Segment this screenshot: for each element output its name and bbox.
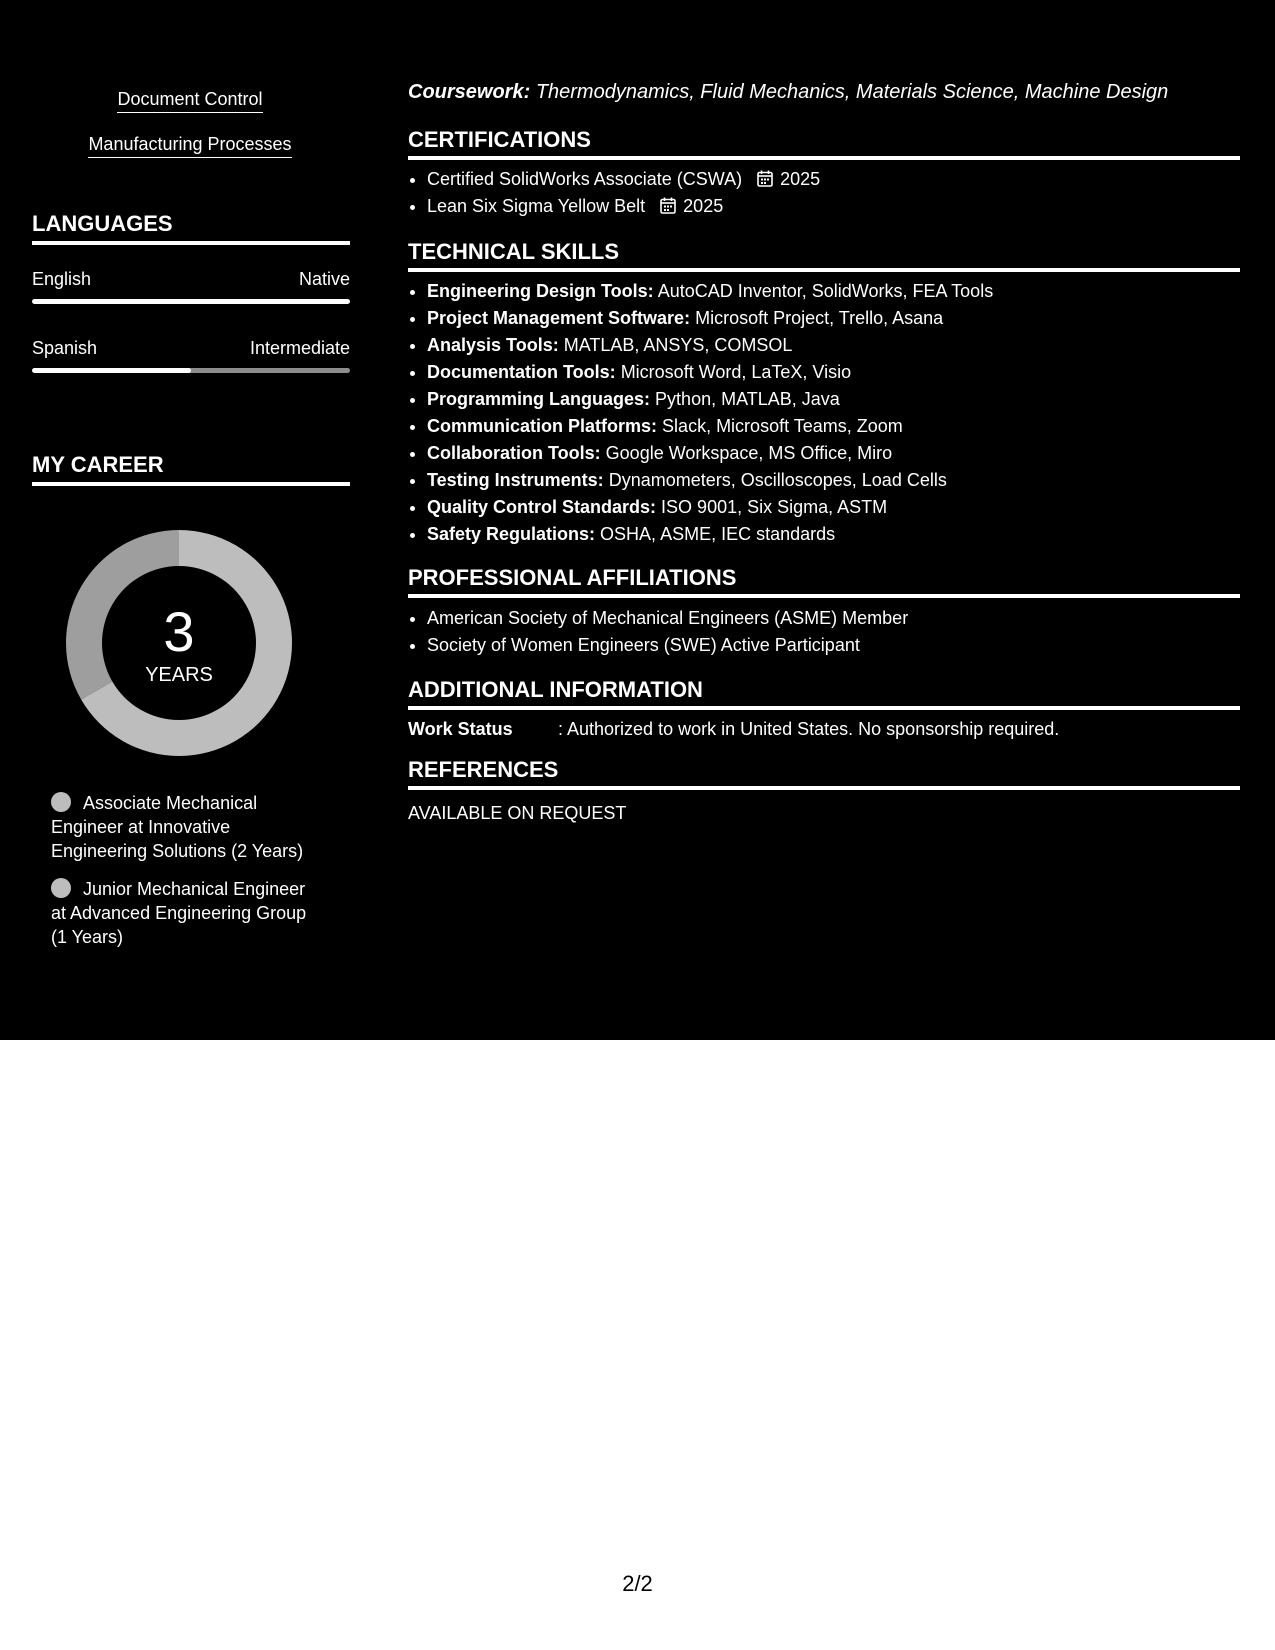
language-proficiency-fill — [32, 299, 350, 304]
additional-information-heading: ADDITIONAL INFORMATION — [408, 677, 1240, 710]
career-years-unit: YEARS — [145, 664, 213, 686]
skill-category: Project Management Software: — [427, 308, 691, 328]
technical-skill-item — [427, 494, 1259, 521]
technical-skill-item — [427, 278, 1259, 305]
technical-skill-item — [427, 467, 1259, 494]
work-status-label: Work Status — [408, 719, 513, 739]
career-item — [51, 791, 321, 863]
technical-skill-item — [427, 413, 1259, 440]
skill-category: Quality Control Standards: — [427, 497, 657, 517]
skill-tag — [0, 133, 380, 158]
affiliations-heading: PROFESSIONAL AFFILIATIONS — [408, 565, 1240, 598]
technical-skills-heading: TECHNICAL SKILLS — [408, 239, 1240, 272]
skill-tag-label: Manufacturing Processes — [88, 133, 291, 158]
calendar-icon — [660, 197, 676, 214]
technical-skills-list — [408, 278, 1259, 548]
work-status-row — [408, 718, 1240, 740]
skill-values: Python, MATLAB, Java — [655, 389, 840, 409]
affiliation-item: • Society of Women Engineers (SWE) Active Participant — [427, 632, 1259, 659]
skill-values: Slack, Microsoft Teams, Zoom — [662, 416, 903, 436]
skill-values: ISO 9001, Six Sigma, ASTM — [661, 497, 888, 517]
skill-values: Google Workspace, MS Office, Miro — [605, 443, 893, 463]
calendar-icon — [757, 170, 773, 187]
skill-values: AutoCAD Inventor, SolidWorks, FEA Tools — [657, 281, 994, 301]
sidebar — [0, 0, 380, 1040]
technical-skill-item — [427, 305, 1259, 332]
language-level: Native — [298, 269, 350, 289]
certification-item — [427, 193, 1259, 220]
skill-values: Microsoft Word, LaTeX, Visio — [620, 362, 852, 382]
language-row — [32, 268, 350, 290]
career-bullet-dot-icon — [51, 878, 71, 898]
certification-year: 2025 — [780, 169, 821, 189]
language-name: Spanish — [32, 338, 98, 358]
skill-category: Communication Platforms: — [427, 416, 658, 436]
technical-skill-item — [427, 386, 1259, 413]
certification-year: 2025 — [683, 196, 724, 216]
language-proficiency-bar — [32, 299, 350, 304]
page-number: 2/2 — [622, 1571, 653, 1596]
language-level: Intermediate — [249, 338, 350, 358]
career-heading: MY CAREER — [32, 452, 350, 486]
affiliations-list — [408, 605, 1259, 659]
certification-name: Certified SolidWorks Associate (CSWA) — [427, 169, 743, 189]
skill-category: Safety Regulations: — [427, 524, 596, 544]
certifications-heading: CERTIFICATIONS — [408, 127, 1240, 160]
skill-category: Collaboration Tools: — [427, 443, 601, 463]
certifications-list — [408, 166, 1259, 220]
skill-category: Programming Languages: — [427, 389, 651, 409]
technical-skill-item — [427, 359, 1259, 386]
language-proficiency-bar — [32, 368, 350, 373]
language-proficiency-fill — [32, 368, 191, 373]
career-donut-center — [66, 530, 292, 756]
skill-values: Dynamometers, Oscilloscopes, Load Cells — [608, 470, 947, 490]
references-text: AVAILABLE ON REQUEST — [408, 803, 627, 823]
skill-values: MATLAB, ANSYS, COMSOL — [563, 335, 793, 355]
skill-values: Microsoft Project, Trello, Asana — [695, 308, 944, 328]
skill-category: Engineering Design Tools: — [427, 281, 654, 301]
coursework-line — [408, 80, 1240, 104]
skill-category: Documentation Tools: — [427, 362, 616, 382]
certification-name: Lean Six Sigma Yellow Belt — [427, 196, 646, 216]
language-row — [32, 337, 350, 359]
languages-heading: LANGUAGES — [32, 211, 350, 245]
technical-skill-item — [427, 440, 1259, 467]
language-name: English — [32, 269, 92, 289]
career-years-number: 3 — [163, 600, 195, 663]
coursework-text: Thermodynamics, Fluid Mechanics, Materials Science, Machine Design — [535, 81, 1169, 103]
references-heading: REFERENCES — [408, 757, 1240, 790]
technical-skill-item — [427, 521, 1259, 548]
career-bullet-dot-icon — [51, 792, 71, 812]
career-item-text: Junior Mechanical Engineer at Advanced Engineering Group (1 Years) — [51, 879, 307, 947]
skill-values: OSHA, ASME, IEC standards — [600, 524, 836, 544]
certification-item — [427, 166, 1259, 193]
affiliation-item: • American Society of Mechanical Engineers (ASME) Member — [427, 605, 1259, 632]
skill-category: Analysis Tools: — [427, 335, 559, 355]
skill-category: Testing Instruments: — [427, 470, 604, 490]
career-item — [51, 877, 321, 949]
skill-tag-label: Document Control — [117, 88, 262, 113]
skill-tag — [0, 88, 380, 113]
coursework-label: Coursework: — [408, 81, 531, 103]
technical-skill-item — [427, 332, 1259, 359]
work-status-value: : Authorized to work in United States. No sponsorship required. — [558, 719, 1060, 739]
career-item-text: Associate Mechanical Engineer at Innovative Engineering Solutions (2 Years) — [51, 793, 304, 861]
